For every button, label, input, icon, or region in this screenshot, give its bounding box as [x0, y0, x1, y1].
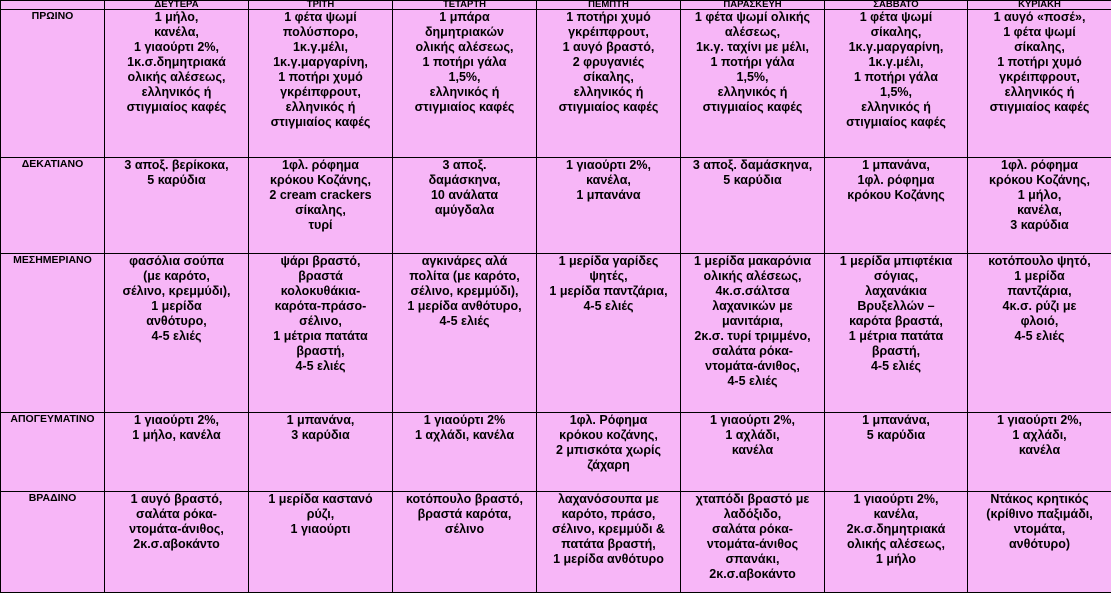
meal-cell: 1 αυγό «ποσέ», 1 φέτα ψωμί σίκαλης, 1 ποτήρι χυμό γκρέιπφρουτ, ελληνικός ή στιγμιαίος καφές [968, 10, 1111, 158]
meal-cell: 1 μερίδα καστανό ρύζι, 1 γιαούρτι [249, 492, 393, 593]
meal-cell: 1 γιαούρτι 2%, 1 μήλο, κανέλα [105, 413, 249, 492]
day-header: ΤΡΙΤΗ [249, 1, 393, 10]
corner-cell [1, 1, 105, 10]
meal-cell: ψάρι βραστό, βραστά κολοκυθάκια- καρότα-πράσο- σέλινο, 1 μέτρια πατάτα βραστή, 4-5 ελιές [249, 254, 393, 413]
meal-cell: κοτόπουλο ψητό, 1 μερίδα παντζάρια, 4κ.σ. ρύζι με φλοιό, 4-5 ελιές [968, 254, 1111, 413]
meal-cell: κοτόπουλο βραστό, βραστά καρότα, σέλινο [393, 492, 537, 593]
meal-cell: 3 αποξ. δαμάσκηνα, 5 καρύδια [681, 158, 825, 254]
meal-label: ΔΕΚΑΤΙΑΝΟ [1, 158, 105, 254]
meal-row-morning-snack [1, 158, 1111, 254]
meal-cell: 1 μήλο, κανέλα, 1 γιαούρτι 2%, 1κ.σ.δημητριακά ολικής αλέσεως, ελληνικός ή στιγμιαίος καφές [105, 10, 249, 158]
meal-cell: 3 αποξ. βερίκοκα, 5 καρύδια [105, 158, 249, 254]
meal-cell: λαχανόσουπα με καρότο, πράσο, σέλινο, κρεμμύδι & πατάτα βραστή, 1 μερίδα ανθότυρο [537, 492, 681, 593]
meal-cell: 1φλ. ρόφημα κρόκου Κοζάνης, 2 cream crackers σίκαλης, τυρί [249, 158, 393, 254]
meal-cell: 1 μπάρα δημητριακών ολικής αλέσεως, 1 ποτήρι γάλα 1,5%, ελληνικός ή στιγμιαίος καφές [393, 10, 537, 158]
meal-label: ΒΡΑΔΙΝΟ [1, 492, 105, 593]
day-header: ΤΕΤΑΡΤΗ [393, 1, 537, 10]
meal-cell: 1 αυγό βραστό, σαλάτα ρόκα- ντομάτα-άνιθος, 2κ.σ.αβοκάντο [105, 492, 249, 593]
meal-cell: 1 γιαούρτι 2%, 1 αχλάδι, κανέλα [968, 413, 1111, 492]
meal-cell: 1φλ. ρόφημα κρόκου Κοζάνης, 1 μήλο, κανέλα, 3 καρύδια [968, 158, 1111, 254]
meal-cell: 1 μπανάνα, 3 καρύδια [249, 413, 393, 492]
meal-cell: χταπόδι βραστό με λαδόξιδο, σαλάτα ρόκα- ντομάτα-άνιθος σπανάκι, 2κ.σ.αβοκάντο [681, 492, 825, 593]
meal-cell: 1 φέτα ψωμί ολικής αλέσεως, 1κ.γ. ταχίνι με μέλι, 1 ποτήρι γάλα 1,5%, ελληνικός ή στιγμιαίος καφές [681, 10, 825, 158]
meal-cell: 1 μερίδα μακαρόνια ολικής αλέσεως, 4κ.σ.σάλτσα λαχανικών με μανιτάρια, 2κ.σ. τυρί τριμμένο, σαλάτα ρόκα- ντομάτα-άνιθος, 4-5 ελιές [681, 254, 825, 413]
meal-cell: 1 φέτα ψωμί σίκαλης, 1κ.γ.μαργαρίνη, 1κ.γ.μέλι, 1 ποτήρι γάλα 1,5%, ελληνικός ή στιγμιαίος καφές [825, 10, 968, 158]
day-header: ΠΑΡΑΣΚΕΥΗ [681, 1, 825, 10]
meal-row-dinner [1, 492, 1111, 593]
meal-cell: 1 ποτήρι χυμό γκρέιπφρουτ, 1 αυγό βραστό, 2 φρυγανιές σίκαλης, ελληνικός ή στιγμιαίος καφές [537, 10, 681, 158]
meal-row-lunch [1, 254, 1111, 413]
meal-label: ΠΡΩΙΝΟ [1, 10, 105, 158]
header-row [1, 1, 1111, 10]
meal-cell: αγκινάρες αλά πολίτα (με καρότο, σέλινο, κρεμμύδι), 1 μερίδα ανθότυρο, 4-5 ελιές [393, 254, 537, 413]
meal-cell: Ντάκος κρητικός (κρίθινο παξιμάδι, ντομάτα, ανθότυρο) [968, 492, 1111, 593]
meal-cell: 1 μπανάνα, 1φλ. ρόφημα κρόκου Κοζάνης [825, 158, 968, 254]
meal-row-afternoon-snack [1, 413, 1111, 492]
meal-cell: 1 φέτα ψωμί πολύσπορο, 1κ.γ.μέλι, 1κ.γ.μαργαρίνη, 1 ποτήρι χυμό γκρέιπφρουτ, ελληνικός ή στιγμιαίος καφές [249, 10, 393, 158]
meal-cell: 3 αποξ. δαμάσκηνα, 10 ανάλατα αμύγδαλα [393, 158, 537, 254]
day-header: ΣΑΒΒΑΤΟ [825, 1, 968, 10]
meal-cell: 1 γιαούρτι 2%, κανέλα, 1 μπανάνα [537, 158, 681, 254]
meal-cell: 1 μπανάνα, 5 καρύδια [825, 413, 968, 492]
meal-cell: 1 μερίδα μπιφτέκια σόγιας, λαχανάκια Βρυξελλών – καρότα βραστά, 1 μέτρια πατάτα βραστή, 4-5 ελιές [825, 254, 968, 413]
meal-cell: 1 μερίδα γαρίδες ψητές, 1 μερίδα παντζάρια, 4-5 ελιές [537, 254, 681, 413]
meal-label: ΑΠΟΓΕΥΜΑΤΙΝΟ [1, 413, 105, 492]
meal-cell: 1φλ. Ρόφημα κρόκου κοζάνης, 2 μπισκότα χωρίς ζάχαρη [537, 413, 681, 492]
meal-label: ΜΕΣΗΜΕΡΙΑΝΟ [1, 254, 105, 413]
meal-cell: 1 γιαούρτι 2% 1 αχλάδι, κανέλα [393, 413, 537, 492]
meal-cell: 1 γιαούρτι 2%, κανέλα, 2κ.σ.δημητριακά ολικής αλέσεως, 1 μήλο [825, 492, 968, 593]
day-header: ΚΥΡΙΑΚΗ [968, 1, 1111, 10]
meal-cell: φασόλια σούπα (με καρότο, σέλινο, κρεμμύδι), 1 μερίδα ανθότυρο, 4-5 ελιές [105, 254, 249, 413]
meal-cell: 1 γιαούρτι 2%, 1 αχλάδι, κανέλα [681, 413, 825, 492]
day-header: ΠΕΜΠΤΗ [537, 1, 681, 10]
meal-row-breakfast [1, 10, 1111, 158]
day-header: ΔΕΥΤΕΡΑ [105, 1, 249, 10]
